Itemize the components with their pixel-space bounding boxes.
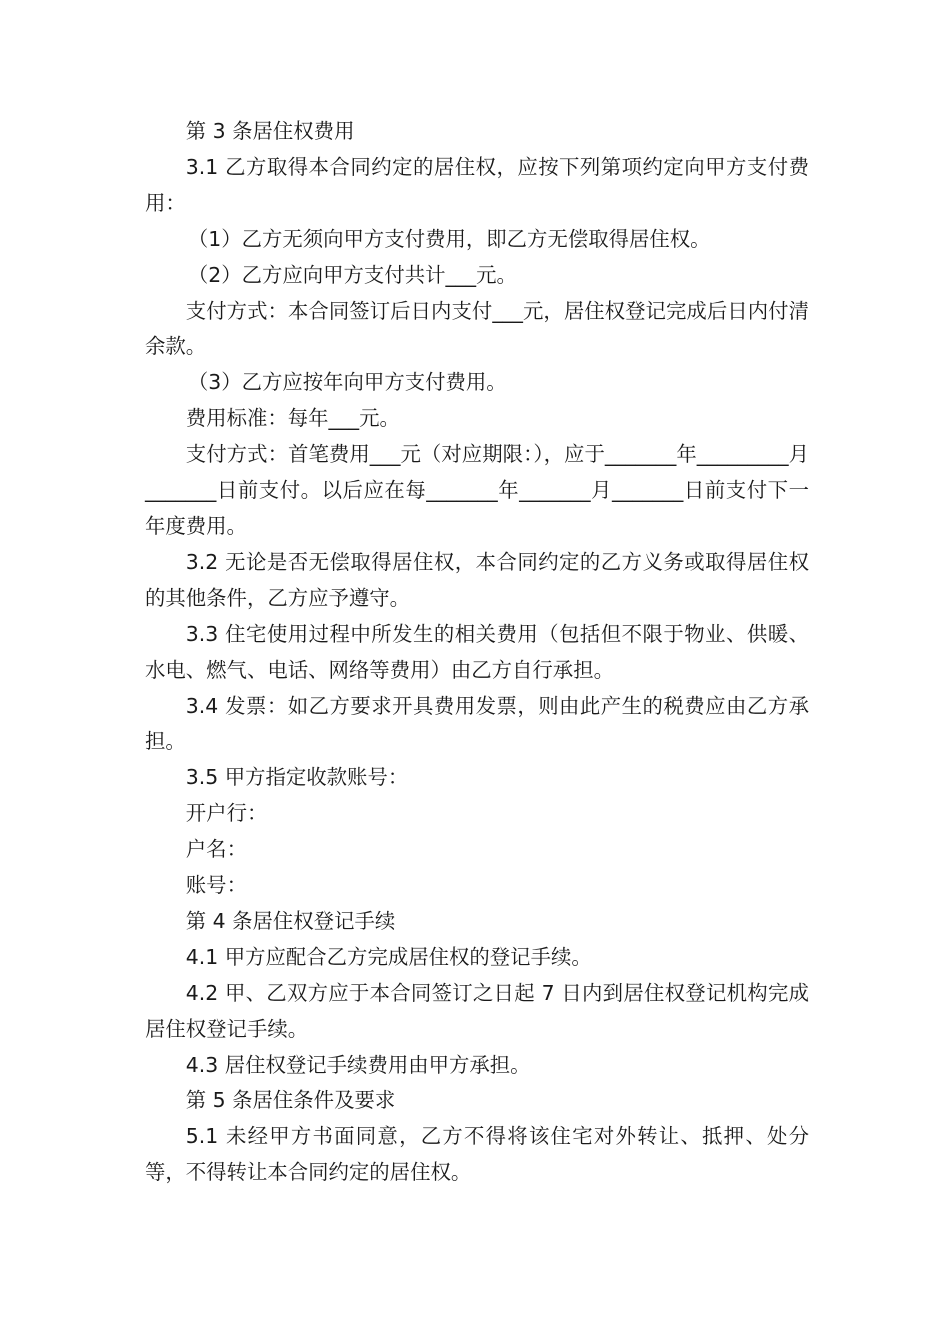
clause-3-4: 3.4 发票：如乙方要求开具费用发票，则由此产生的税费应由乙方承担。 <box>145 693 809 754</box>
clause-3-1: 3.1 乙方取得本合同约定的居住权，应按下列第项约定向甲方支付费用： <box>145 154 809 215</box>
account-number-field: 账号： <box>185 873 247 898</box>
clause-3-5: 3.5 甲方指定收款账号： <box>185 765 409 790</box>
option-1: （1）乙方无须向甲方支付费用，即乙方无偿取得居住权。 <box>187 226 711 251</box>
payment-method-2: 支付方式：本合同签订后日内支付___元，居住权登记完成后日内付清余款。 <box>145 298 809 359</box>
payment-method-3: 支付方式：首笔费用___元（对应期限：），应于_______年_________月_______日前支付。以后应在每_______年_______月_______日前支付下一年度费用。 <box>145 442 809 538</box>
article-4-heading: 第 4 条居住权登记手续 <box>185 908 396 933</box>
clause-5-1: 5.1 未经甲方书面同意，乙方不得将该住宅对外转让、抵押、处分等，不得转让本合同约定的居住权。 <box>145 1124 809 1185</box>
article-5-heading: 第 5 条居住条件及要求 <box>185 1088 396 1113</box>
option-3: （3）乙方应按年向甲方支付费用。 <box>187 370 507 395</box>
clause-4-1: 4.1 甲方应配合乙方完成居住权的登记手续。 <box>185 944 592 969</box>
article-3-heading: 第 3 条居住权费用 <box>185 119 355 143</box>
clause-3-2: 3.2 无论是否无偿取得居住权，本合同约定的乙方义务或取得居住权的其他条件，乙方应予遵守。 <box>145 549 809 610</box>
fee-standard: 费用标准：每年___元。 <box>185 406 400 431</box>
bank-name-field: 开户行： <box>185 801 268 826</box>
option-2: （2）乙方应向甲方支付共计___元。 <box>187 262 517 287</box>
clause-3-3: 3.3 住宅使用过程中所发生的相关费用（包括但不限于物业、供暖、水电、燃气、电话、网络等费用）由乙方自行承担。 <box>145 621 809 682</box>
clause-4-3: 4.3 居住权登记手续费用由甲方承担。 <box>185 1052 531 1077</box>
account-holder-field: 户名： <box>185 837 247 862</box>
document-page <box>145 114 809 1191</box>
clause-4-2: 4.2 甲、乙双方应于本合同签订之日起 7 日内到居住权登记机构完成居住权登记手续。 <box>145 980 809 1041</box>
